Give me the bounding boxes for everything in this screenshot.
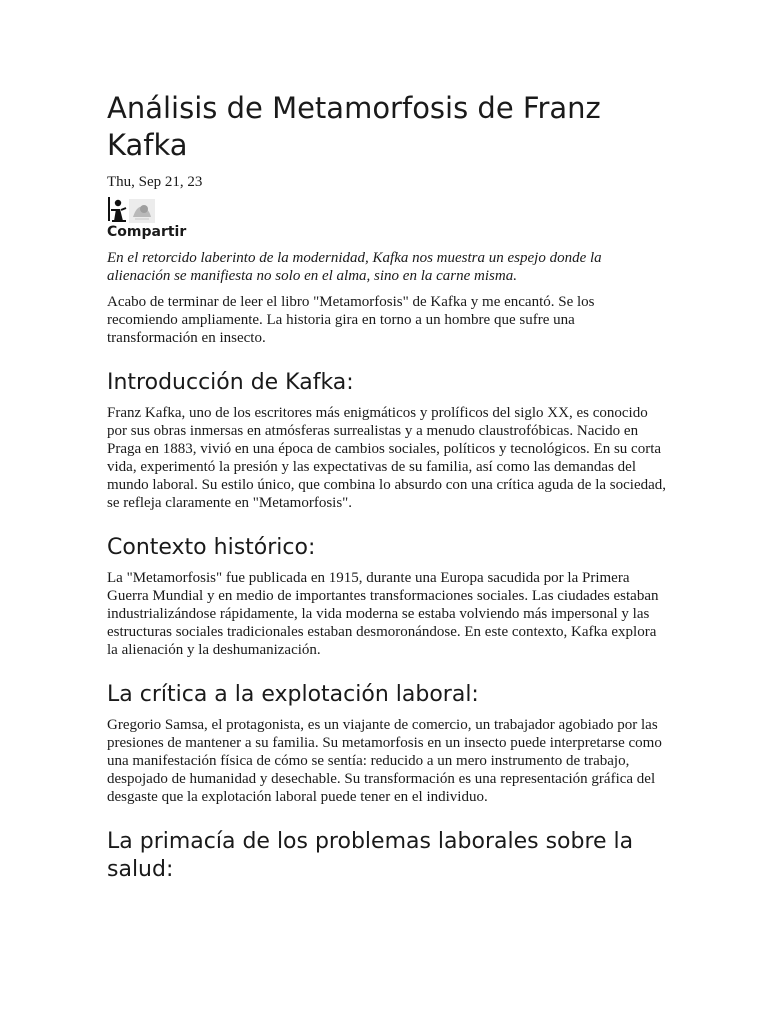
page-title: Análisis de Metamorfosis de Franz Kafka <box>107 91 601 162</box>
section-heading-contexto: Contexto histórico: <box>107 535 316 560</box>
section-body-introduccion: Franz Kafka, uno de los escritores más enigmáticos y prolíficos del siglo XX, es conocido por sus obras inmersas en atmósferas surrealistas y a menudo claustrofóbicas. Nacido en Praga en 1883, vivió en una época de cambios sociales, políticos y tecnológicos. En su corta vida, experimentó la presión y las expectativas de su familia, así como las demandas del mundo laboral. Su estilo único, que combina lo absurdo con una crítica aguda de la sociedad, se refleja claramente en "Metamorfosis". <box>107 405 667 511</box>
book-thumbnail-icon[interactable] <box>129 199 155 223</box>
section-heading-primacia: La primacía de los problemas laborales sobre la salud: <box>107 829 634 882</box>
section-heading-critica: La crítica a la explotación laboral: <box>107 682 479 707</box>
section-heading-introduccion: Introducción de Kafka: <box>107 370 354 395</box>
section-body-critica: Gregorio Samsa, el protagonista, es un viajante de comercio, un trabajador agobiado por las presiones de mantener a su familia. Su metamorfosis en un insecto puede interpretarse como una manifestación física de cómo se sentía: reducido a un mero instrumento de trabajo, despojado de humanidad y desechable. Su transformación es una representación gráfica del desgaste que la explotación laboral puede tener en el individuo. <box>107 717 662 805</box>
lead-paragraph: En el retorcido laberinto de la modernidad, Kafka nos muestra un espejo donde la alienación se manifiesta no solo en el alma, sino en la carne misma. <box>107 250 602 284</box>
intro-paragraph: Acabo de terminar de leer el libro "Metamorfosis" de Kafka y me encantó. Se los recomiendo ampliamente. La historia gira en torno a un hombre que sufre una transformación en insecto. <box>107 294 595 346</box>
share-icons[interactable] <box>107 193 667 223</box>
section-body-contexto: La "Metamorfosis" fue publicada en 1915, durante una Europa sacudida por la Primera Guerra Mundial y en medio de importantes transformaciones sociales. Las ciudades estaban industrializándose rápidamente, la vida moderna se estaba volviendo más impersonal y las estructuras sociales tradicionales estaban desmoronándose. En este contexto, Kafka explora la alienación y la deshumanización. <box>107 570 659 658</box>
share-link[interactable]: Compartir <box>107 224 187 240</box>
article <box>107 90 667 891</box>
article-date: Thu, Sep 21, 23 <box>107 174 203 190</box>
meditating-figure-icon[interactable] <box>107 195 127 223</box>
